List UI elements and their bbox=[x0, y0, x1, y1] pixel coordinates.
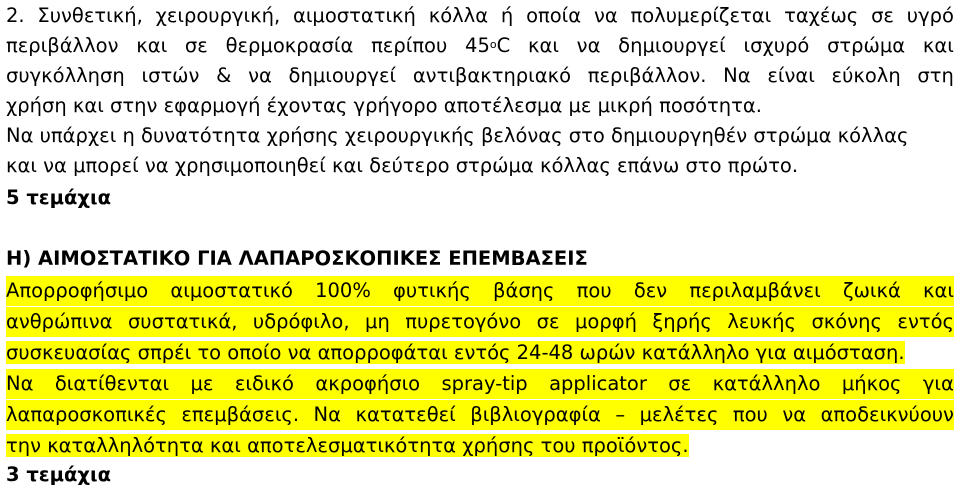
word: ξηρής bbox=[652, 307, 711, 337]
word: και bbox=[527, 34, 559, 57]
word: δημιουργεί bbox=[288, 64, 397, 87]
word: σε bbox=[668, 369, 691, 399]
word: πολυμερίζεται bbox=[630, 4, 772, 27]
word: αποδεικνύουν bbox=[821, 400, 954, 430]
word: πυρετογόνο bbox=[405, 307, 521, 337]
section2-quantity: 5 τεμάχια bbox=[6, 186, 111, 209]
section2-line-4: χρήση και στην εφαρμογή έχοντας γρήγορο αποτέλεσμα με μικρή ποσότητα. bbox=[6, 94, 762, 117]
word: είναι bbox=[767, 64, 815, 87]
word: συγκόλληση bbox=[6, 64, 125, 87]
word: Να bbox=[314, 400, 341, 430]
word: στη bbox=[917, 64, 954, 87]
word: για bbox=[923, 369, 954, 399]
sectionH-line-6 bbox=[6, 431, 689, 461]
word: χειρουργική, bbox=[155, 4, 281, 27]
word: να bbox=[576, 34, 601, 57]
word: περιβάλλον. bbox=[587, 64, 707, 87]
word: αιμοστατικό bbox=[170, 276, 293, 306]
word: φυτικής bbox=[393, 276, 471, 306]
word: να bbox=[593, 4, 618, 27]
section2-line-5: Να υπάρχει η δυνατότητα χρήσης χειρουργικής βελόνας στο δημιουργηθέν στρώμα κόλλας bbox=[6, 124, 909, 147]
degree-superscript: o bbox=[489, 38, 497, 51]
sectionH-line-4 bbox=[6, 369, 954, 399]
sectionH-line-6-text: την καταλληλότητα και αποτελεσματικότητα χρήσης του προϊόντος. bbox=[6, 434, 689, 457]
word: θερμοκρασία bbox=[225, 34, 354, 57]
sectionH-line-2 bbox=[6, 307, 954, 337]
word: στρώμα bbox=[827, 34, 906, 57]
temperature-value: 45$^o$C bbox=[465, 34, 511, 57]
word: κατατεθεί bbox=[355, 400, 455, 430]
word: σε bbox=[184, 34, 208, 57]
word: υγρό bbox=[906, 4, 954, 27]
word: λευκής bbox=[727, 307, 796, 337]
word: μορφή bbox=[575, 307, 637, 337]
word: εντός bbox=[897, 307, 954, 337]
word: ειδικό bbox=[235, 369, 294, 399]
section2-line-1 bbox=[6, 1, 954, 31]
word: ιστών bbox=[141, 64, 200, 87]
word: ανθρώπινα bbox=[6, 307, 112, 337]
word: 100% bbox=[315, 276, 371, 306]
word: περίπου bbox=[371, 34, 448, 57]
word: ταχέως bbox=[784, 4, 859, 27]
word: μελέτες bbox=[640, 400, 719, 430]
word: ακροφήσιο bbox=[315, 369, 420, 399]
word: μήκος bbox=[842, 369, 902, 399]
word: ζωικά bbox=[843, 276, 901, 306]
word: Να bbox=[723, 64, 751, 87]
word: Συνθετική, bbox=[37, 4, 143, 27]
sectionH-line-1 bbox=[6, 276, 954, 306]
sectionH-line-3 bbox=[6, 338, 905, 368]
section2-line-6: και να μπορεί να χρησιμοποιηθεί και δεύτερο στρώμα κόλλας επάνω στο πρώτο. bbox=[6, 154, 799, 177]
word: κατάλληλο bbox=[713, 369, 821, 399]
word: με bbox=[191, 369, 214, 399]
word: Να bbox=[6, 369, 33, 399]
sectionH-line-5 bbox=[6, 400, 954, 430]
word: να bbox=[248, 64, 272, 87]
word: που bbox=[733, 400, 768, 430]
section2-line-3 bbox=[6, 61, 954, 91]
sectionH-heading: Η) ΑΙΜΟΣΤΑΤΙΚΟ ΓΙΑ ΛΑΠΑΡΟΣΚΟΠΙΚΕΣ ΕΠΕΜΒΑΣΕΙΣ bbox=[6, 247, 588, 270]
word: δεν bbox=[634, 276, 667, 306]
word: αντιβακτηριακό bbox=[412, 64, 572, 87]
word: περιλαμβάνει bbox=[689, 276, 820, 306]
word: σε bbox=[537, 307, 560, 337]
word: περιβάλλον bbox=[6, 34, 119, 57]
word: applicator bbox=[549, 369, 647, 399]
word: και bbox=[136, 34, 168, 57]
sectionH-line-3-text: συσκευασίας σπρέι το οποίο να απορροφάται εντός 24-48 ωρών κατάλληλο για αιμόσταση. bbox=[6, 341, 905, 364]
word: διατίθενται bbox=[55, 369, 169, 399]
word: αιμοστατική bbox=[292, 4, 416, 27]
word: βάσης bbox=[493, 276, 554, 306]
word: ή bbox=[500, 4, 514, 27]
word: που bbox=[577, 276, 612, 306]
word: σε bbox=[871, 4, 894, 27]
word: εύκολη bbox=[831, 64, 901, 87]
word: κόλλα bbox=[428, 4, 489, 27]
word: λαπαροσκοπικές bbox=[6, 400, 167, 430]
word: υδρόφιλο, bbox=[253, 307, 350, 337]
word: μη bbox=[365, 307, 390, 337]
word: οποία bbox=[526, 4, 582, 27]
word: συστατικά, bbox=[128, 307, 237, 337]
word: και bbox=[922, 34, 954, 57]
word: – bbox=[615, 400, 625, 430]
sectionH-quantity: 3 τεμάχια bbox=[6, 463, 111, 486]
word: να bbox=[782, 400, 806, 430]
word: επεμβάσεις. bbox=[181, 400, 299, 430]
word: ισχυρό bbox=[743, 34, 810, 57]
section2-line-2 bbox=[6, 31, 954, 61]
word: Απορροφήσιμο bbox=[6, 276, 148, 306]
word: spray-tip bbox=[442, 369, 528, 399]
word: δημιουργεί bbox=[618, 34, 726, 57]
word: 2. bbox=[6, 4, 25, 27]
word: και bbox=[923, 276, 954, 306]
word: & bbox=[216, 64, 232, 87]
word: βιβλιογραφία bbox=[470, 400, 601, 430]
word: σκόνης bbox=[811, 307, 881, 337]
